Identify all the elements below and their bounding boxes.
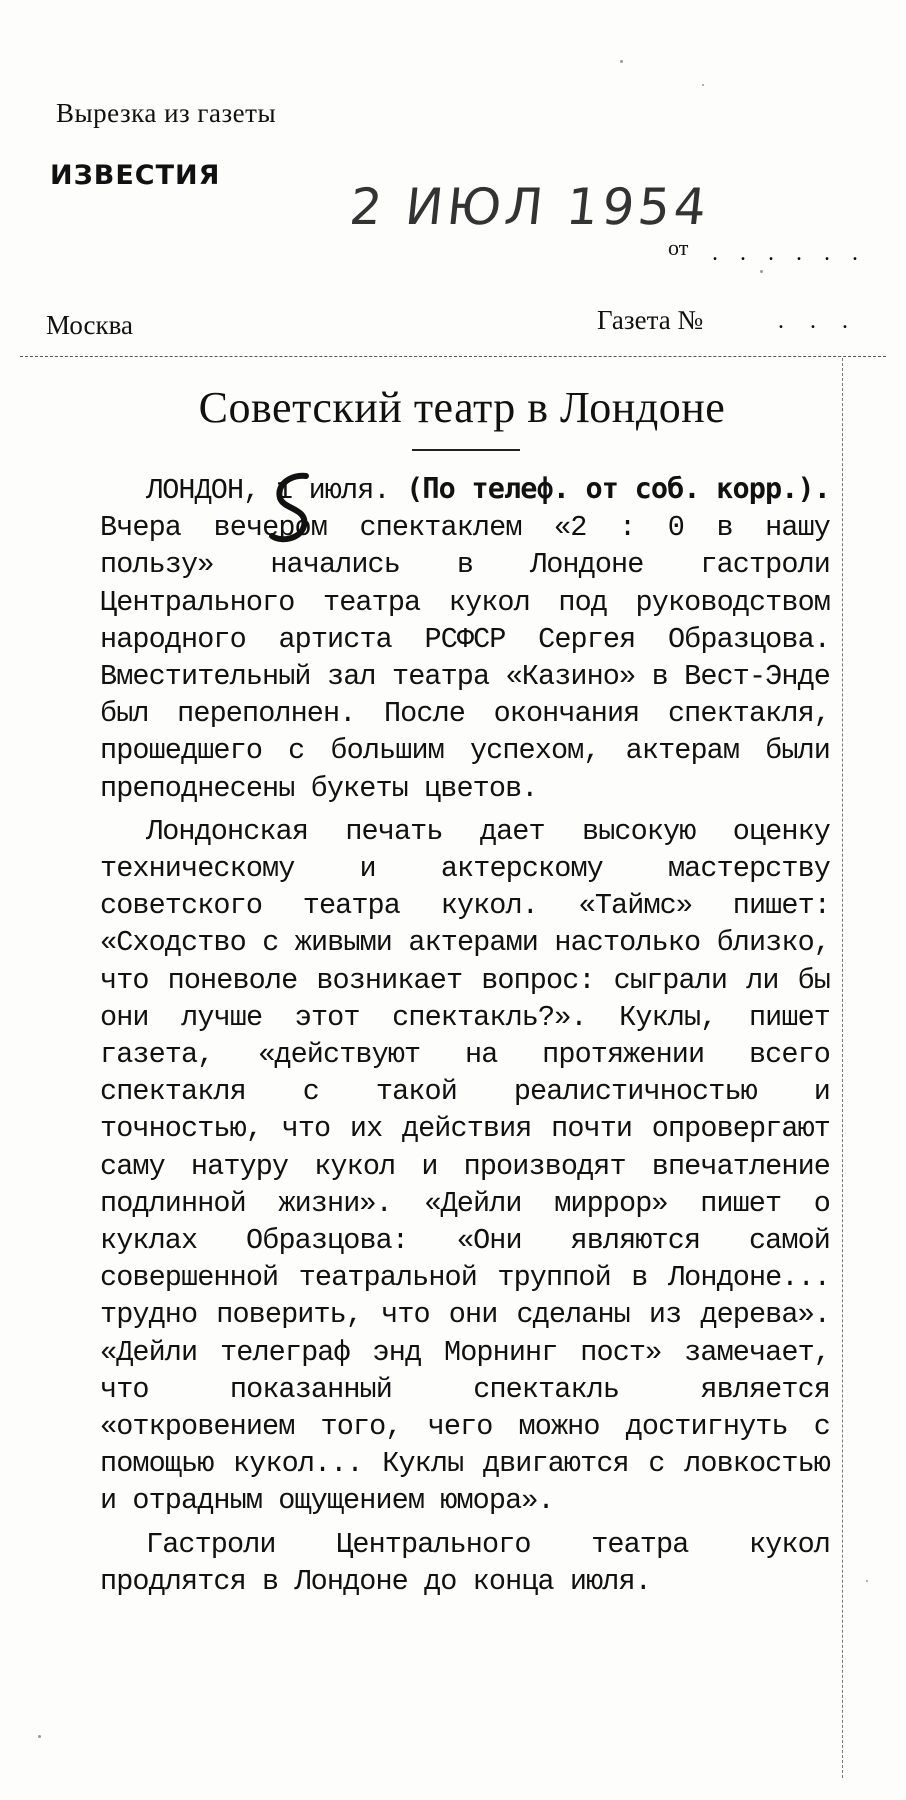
paper-speck <box>620 60 623 63</box>
article-paragraph-1 <box>100 470 830 807</box>
newspaper-name: ИЗВЕСТИЯ <box>50 160 221 191</box>
paper-speck <box>866 1580 868 1582</box>
clipping-label: Вырезка из газеты <box>56 98 277 128</box>
headline-rule <box>412 449 520 451</box>
handwritten-mark <box>262 470 322 550</box>
article-paragraph-text: Вчера вечером спектаклем «2 : 0 в нашу пользу» начались в Лондоне гастроли Центрального театра кукол под руководством народного артиста РСФСР Сергея Образцова. Вместительный зал театра «Казино» в Вест-Энде был переполнен. После окончания спектакля, прошедшего с большим успехом, актерам были преподнесены букеты цветов. <box>100 511 830 805</box>
paper-speck <box>38 1735 41 1738</box>
article-headline: Советский театр в Лондоне <box>198 383 726 432</box>
cut-line-right <box>842 358 843 1778</box>
article-paragraph-3: Гастроли Центрального театра кукол продлятся в Лондоне до конца июля. <box>100 1527 830 1598</box>
gazeta-dots: . . . <box>778 308 858 334</box>
paper-speck <box>760 270 763 273</box>
gazeta-number-label: Газета № <box>597 305 704 335</box>
article-dateline: ЛОНДОН, 1 июля. <box>146 474 390 507</box>
ot-dots: . . . . . . <box>712 240 866 266</box>
article-source: (По телеф. от соб. корр.). <box>406 472 830 505</box>
article-paragraph-2: Лондонская печать дает высокую оценку техническому и актерскому мастерству советского театра кукол. «Таймс» пишет: «Сходство с живыми актерами настолько близко, что поневоле возникает вопрос: сыграли ли бы они лучше этот спектакль?». Куклы, пишет газета, «действуют на протяжении всего спектакля с такой реалистичностью и точностью, что их действия почти опровергают саму натуру кукол и производят впечатление подлинной жизни». «Дейли миррор» пишет о куклах Образцова: «Они являются самой совершенной театральной труппой в Лондоне... трудно поверить, что они сделаны из дерева». «Дейли телеграф энд Морнинг пост» замечает, что показанный спектакль является «откровением того, чего можно достигнуть с помощью кукол... Куклы двигаются с ловкостью и отрадным ощущением юмора». <box>100 814 830 1518</box>
article-body <box>100 470 830 1600</box>
paper-speck <box>702 84 704 86</box>
ot-label: от <box>668 235 689 260</box>
city-label: Москва <box>46 310 133 340</box>
cut-line-top <box>20 356 886 357</box>
date-stamp: 2 ИЮЛ 1954 <box>346 178 713 236</box>
